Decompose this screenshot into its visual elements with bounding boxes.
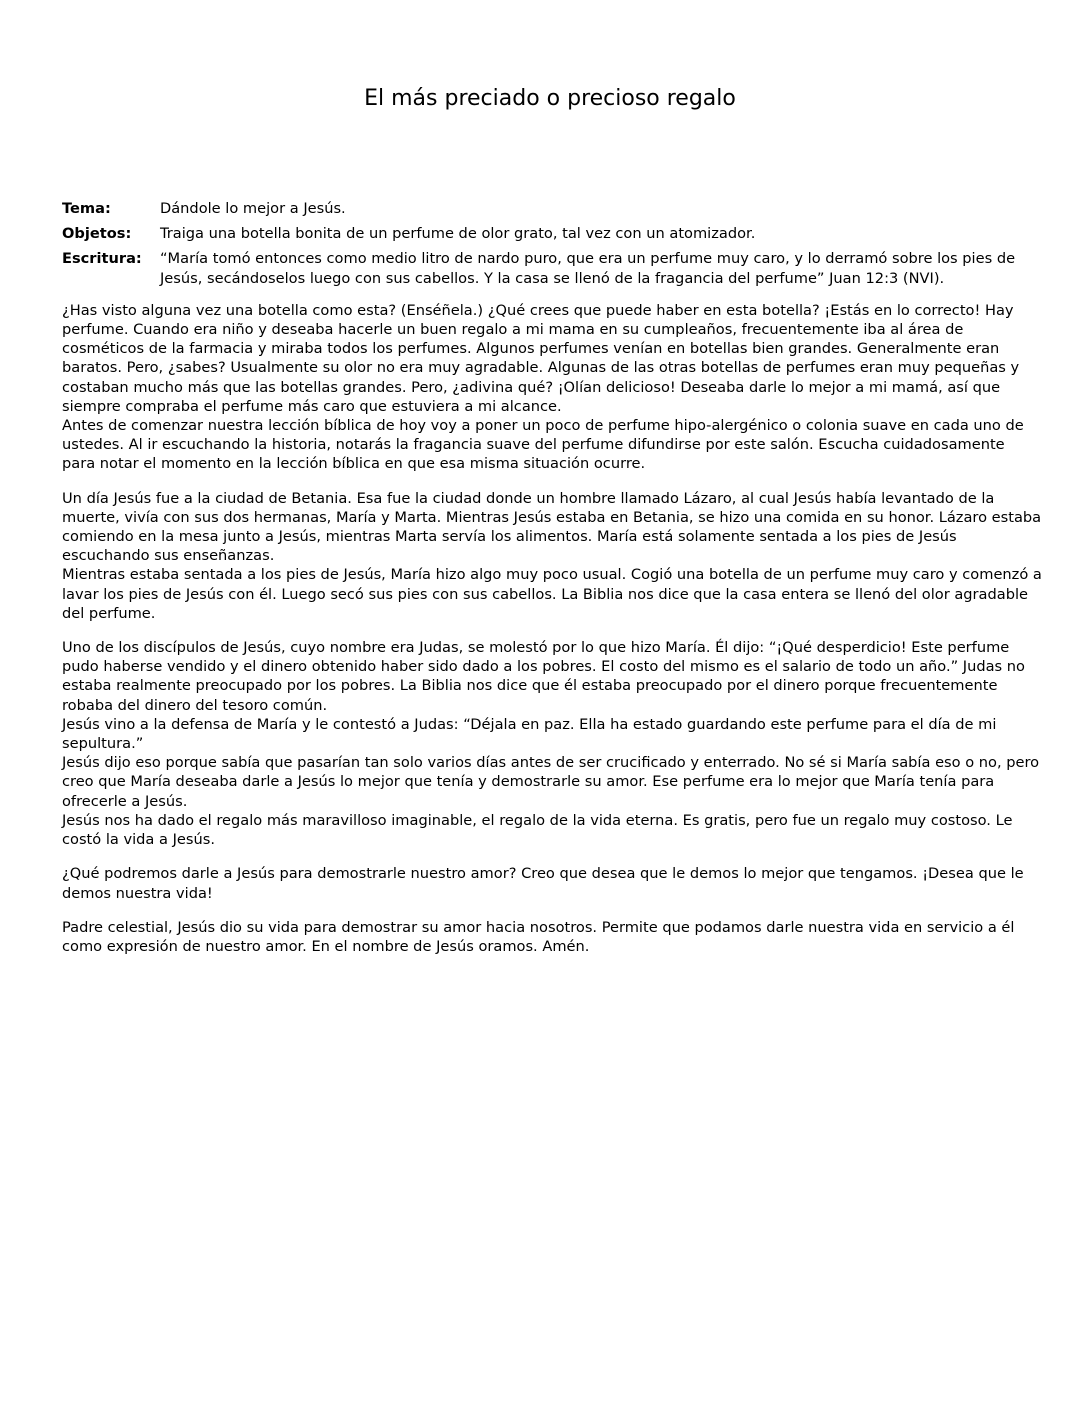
paragraph	[62, 864, 1042, 902]
meta-value: “María tomó entonces como medio litro de nardo puro, que era un perfume muy caro, y lo derramó sobre los pies de Jesús, secándoselos luego con sus cabellos. Y la casa se llenó de la fragancia del perfume” Juan 12:3 (NVI).	[160, 250, 1016, 287]
paragraph-line: ¿Has visto alguna vez una botella como esta? (Enséñela.) ¿Qué crees que puede haber en esta botella? ¡Estás en lo correcto! Hay perfume. Cuando era niño y deseaba hacerle un buen regalo a mi mama en su cumpleaños, frecuentemente iba al área de cosméticos de la farmacia y miraba todos los perfumes. Algunos perfumes venían en botellas bien grandes. Generalmente eran baratos. Pero, ¿sabes? Usualmente su olor no era muy agradable. Algunas de las otras botellas de perfumes eran muy pequeñas y costaban mucho más que las botellas grandes. Pero, ¿adivina qué? ¡Olían delicioso! Deseaba darle lo mejor a mi mamá, así que siempre compraba el perfume más caro que estuviera a mi alcance.	[62, 301, 1020, 415]
page-title: El más preciado o precioso regalo	[364, 86, 736, 111]
meta-label: Objetos:	[62, 225, 132, 243]
paragraph-line: Jesús nos ha dado el regalo más maravilloso imaginable, el regalo de la vida eterna. Es gratis, pero fue un regalo muy costoso. Le costó la vida a Jesús.	[62, 811, 1013, 849]
meta-row-objetos	[62, 224, 1042, 243]
paragraph	[62, 489, 1042, 623]
meta-row-escritura	[62, 249, 1042, 287]
paragraph	[62, 638, 1042, 849]
paragraph-line: Un día Jesús fue a la ciudad de Betania. Esa fue la ciudad donde un hombre llamado Lázaro, al cual Jesús había levantado de la muerte, vivía con sus dos hermanas, María y Marta. Mientras Jesús estaba en Betania, se hizo una comida en su honor. Lázaro estaba comiendo en la mesa junto a Jesús, mientras Marta servía los alimentos. María está solamente sentada a los pies de Jesús escuchando sus enseñanzas.	[62, 489, 1042, 565]
paragraph-line: Mientras estaba sentada a los pies de Jesús, María hizo algo muy poco usual. Cogió una botella de un perfume muy caro y comenzó a lavar los pies de Jesús con él. Luego secó sus pies con sus cabellos. La Biblia nos dice que la casa entera se llenó del olor agradable del perfume.	[62, 566, 1042, 622]
meta-row-tema	[62, 199, 1042, 218]
paragraph-line: Padre celestial, Jesús dio su vida para demostrar su amor hacia nosotros. Permite que podamos darle nuestra vida en servicio a él como expresión de nuestro amor. En el nombre de Jesús oramos. Amén.	[62, 918, 1015, 955]
paragraph-line: ¿Qué podremos darle a Jesús para demostrarle nuestro amor? Creo que desea que le demos lo mejor que tengamos. ¡Desea que le demos nuestra vida!	[62, 865, 1024, 902]
meta-value: Dándole lo mejor a Jesús.	[160, 200, 346, 217]
meta-value: Traiga una botella bonita de un perfume de olor grato, tal vez con un atomizador.	[160, 225, 756, 243]
lesson-meta	[62, 199, 1042, 288]
paragraph	[62, 301, 1042, 474]
paragraph-line: Uno de los discípulos de Jesús, cuyo nombre era Judas, se molestó por lo que hizo María. Él dijo: “¡Qué desperdicio! Este perfume pudo haberse vendido y el dinero obtenido haber sido dado a los pobres. El costo del mismo es el salario de todo un año.” Judas no estaba realmente preocupado por los pobres. La Biblia nos dice que él estaba preocupado por el dinero porque frecuentemente robaba del dinero del tesoro común.	[62, 639, 1025, 714]
document-body	[62, 199, 1042, 971]
paragraph-line: Antes de comenzar nuestra lección bíblica de hoy voy a poner un poco de perfume hipo-alergénico o colonia suave en cada uno de ustedes. Al ir escuchando la historia, notarás la fragancia suave del perfume difundirse por este salón. Escucha cuidadosamente para notar el momento en la lección bíblica en que esa misma situación ocurre.	[62, 417, 1024, 473]
meta-label: Escritura:	[62, 250, 142, 268]
paragraph-line: Jesús dijo eso porque sabía que pasarían tan solo varios días antes de ser crucificado y enterrado. No sé si María sabía eso o no, pero creo que María deseaba darle a Jesús lo mejor que tenía y demostrarle su amor. Ese perfume era lo mejor que María tenía para ofrecerle a Jesús.	[62, 754, 1040, 810]
paragraph-line: Jesús vino a la defensa de María y le contestó a Judas: “Déjala en paz. Ella ha estado guardando este perfume para el día de mi sepultura.”	[62, 715, 997, 753]
paragraph	[62, 918, 1042, 956]
meta-label: Tema:	[62, 200, 111, 217]
